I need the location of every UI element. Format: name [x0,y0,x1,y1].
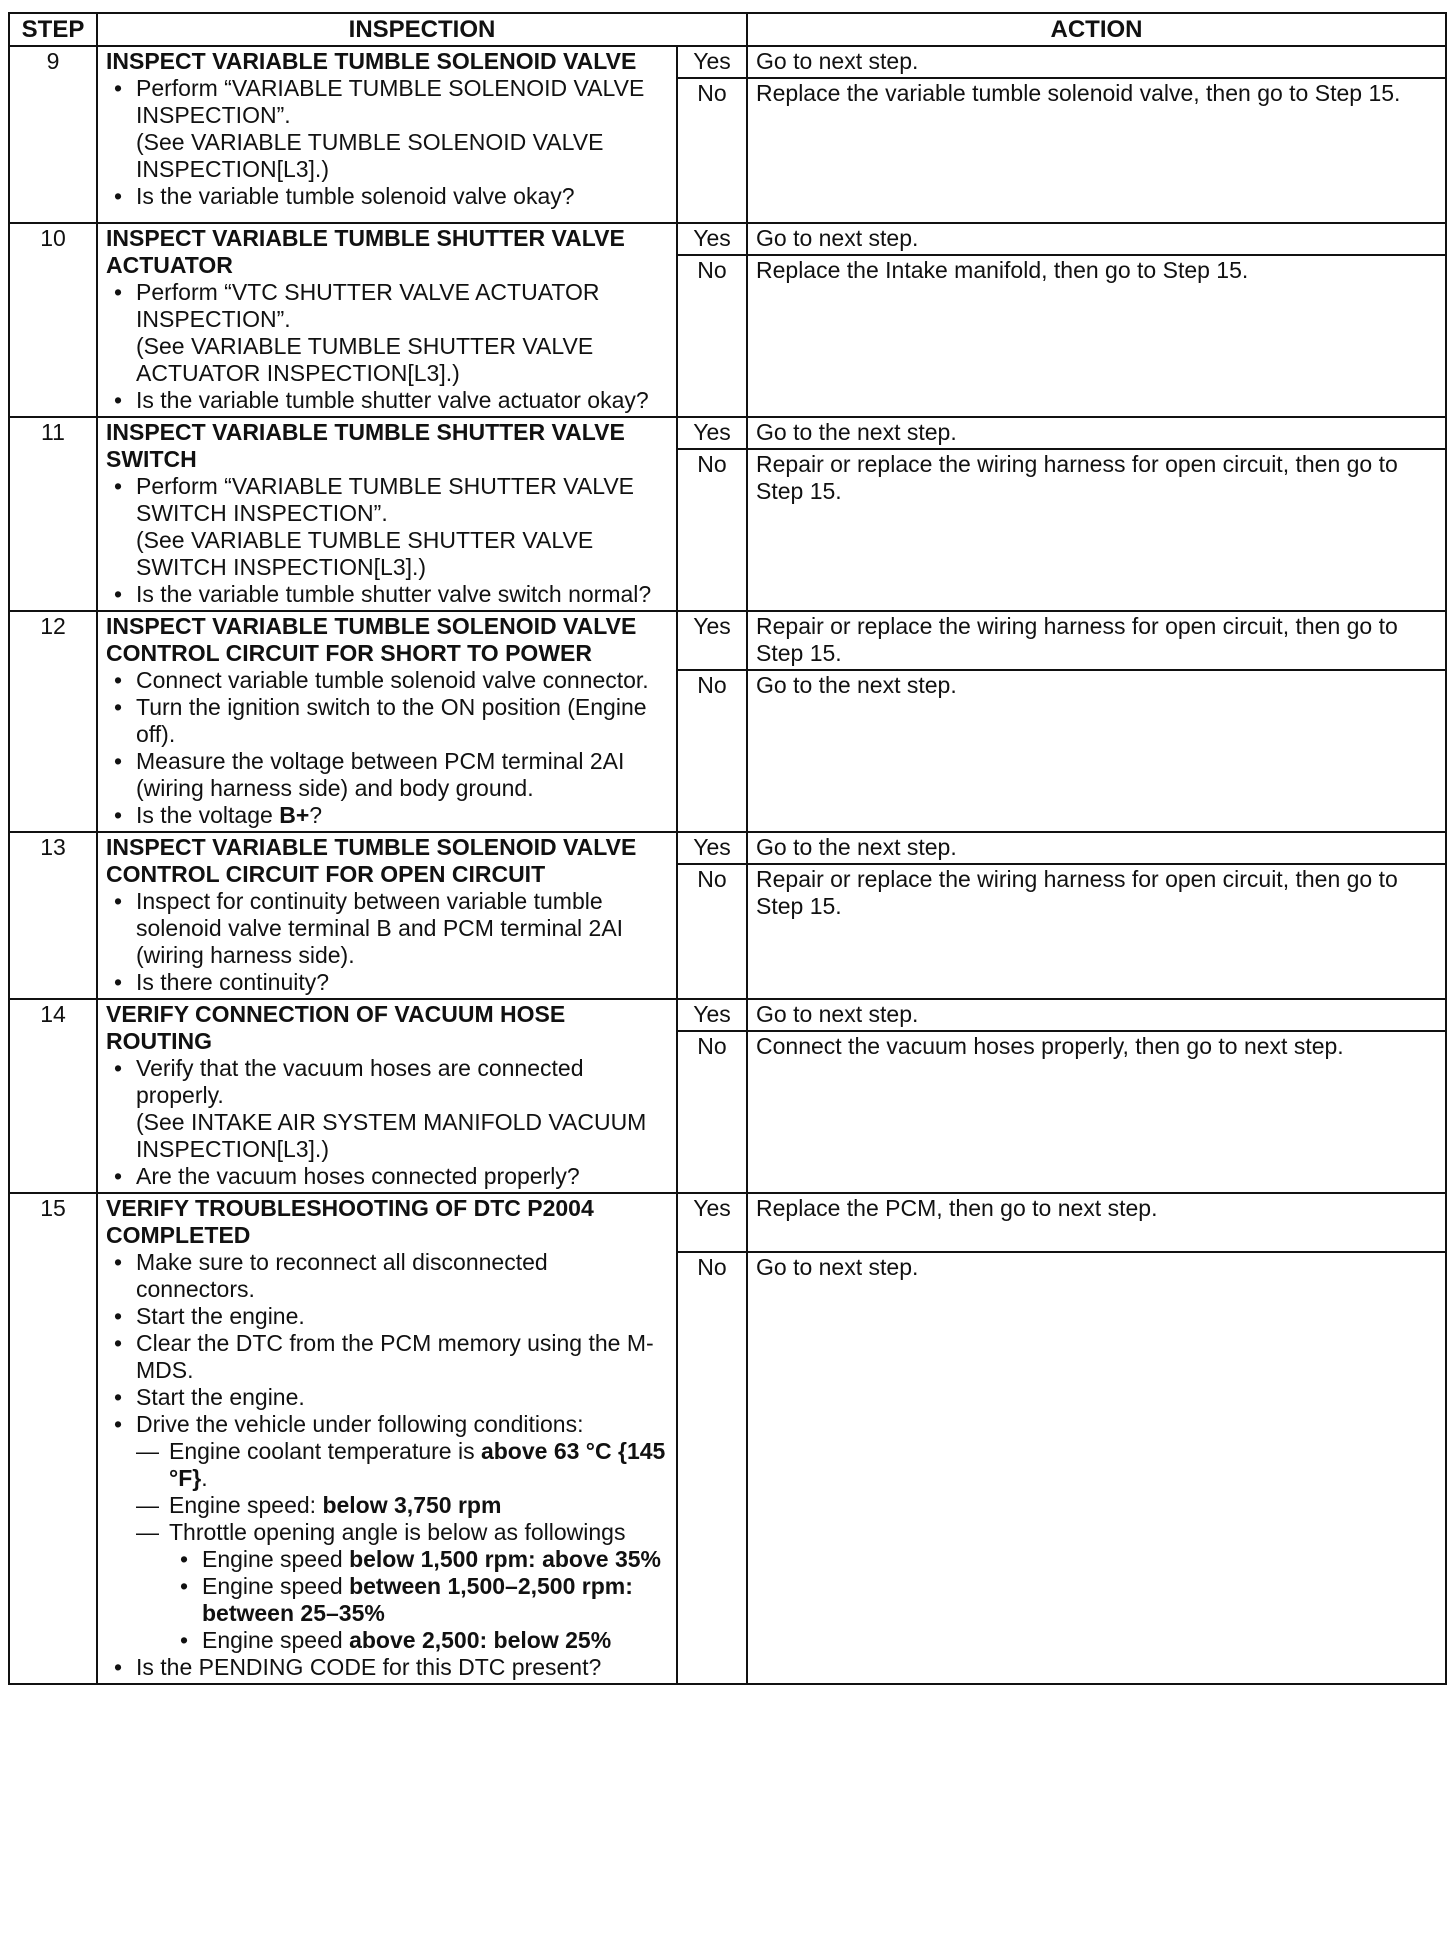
list-item: • Verify that the vacuum hoses are connected properly. (See INTAKE AIR SYSTEM MANIFOLD VACUUM INSPECTION[L3].) [136,1055,668,1163]
yes-action: Go to the next step. [747,832,1446,864]
header-step: STEP [9,13,97,46]
list-item: • Start the engine. [136,1303,668,1330]
no-action: Repair or replace the wiring harness for open circuit, then go to Step 15. [747,449,1446,611]
no-label: No [677,864,747,999]
no-label: No [677,255,747,417]
condition-list [136,1438,668,1654]
inspection-cell [97,611,677,832]
inspection-title: VERIFY CONNECTION OF VACUUM HOSE ROUTING [106,1001,566,1054]
troubleshooting-table [8,12,1447,1685]
no-action: Repair or replace the wiring harness for open circuit, then go to Step 15. [747,864,1446,999]
table-row [9,417,1446,449]
list-item: • Start the engine. [136,1384,668,1411]
inspection-list [106,1249,668,1681]
list-item: • Make sure to reconnect all disconnected connectors. [136,1249,668,1303]
inspection-list [106,888,668,996]
list-item: • Clear the DTC from the PCM memory using the M-MDS. [136,1330,668,1384]
inspection-cell [97,223,677,417]
list-item: • Inspect for continuity between variable tumble solenoid valve terminal B and PCM terminal 2AI (wiring harness side). [136,888,668,969]
condition-item: — Engine coolant temperature is above 63 °C {145 °F}. [169,1438,668,1492]
inspection-title: INSPECT VARIABLE TUMBLE SHUTTER VALVE SWITCH [106,419,625,472]
yes-action: Replace the PCM, then go to next step. [747,1193,1446,1252]
reference-note: (See VARIABLE TUMBLE SHUTTER VALVE ACTUATOR INSPECTION[L3].) [136,333,594,386]
header-action: ACTION [747,13,1446,46]
no-label: No [677,670,747,832]
inspection-list [106,75,668,210]
inspection-cell [97,417,677,611]
list-item: • Drive the vehicle under following conditions: — Engine coolant temperature is above 63 °C {145 °F}. — Engine speed: below 3,750 rpm — Throttle opening angle is below as followings • Engine speed below 1,500 rpm: above 35% • Engine speed between 1,500–2,500 rpm: between 25–35% • Engine speed above 2,500: below 25% [136,1411,668,1654]
step-number: 9 [9,46,97,223]
list-item: • Turn the ignition switch to the ON position (Engine off). [136,694,668,748]
step-number: 14 [9,999,97,1193]
throttle-condition-list [169,1546,668,1654]
table-row [9,46,1446,78]
list-item: • Is the variable tumble shutter valve switch normal? [136,581,668,608]
reference-note: (See INTAKE AIR SYSTEM MANIFOLD VACUUM INSPECTION[L3].) [136,1109,647,1162]
list-item: • Perform “VARIABLE TUMBLE SOLENOID VALVE INSPECTION”. (See VARIABLE TUMBLE SOLENOID VALVE INSPECTION[L3].) [136,75,668,183]
yes-label: Yes [677,611,747,670]
inspection-cell [97,999,677,1193]
yes-action: Repair or replace the wiring harness for open circuit, then go to Step 15. [747,611,1446,670]
table-row [9,1193,1446,1252]
throttle-condition-item: • Engine speed below 1,500 rpm: above 35% [202,1546,668,1573]
yes-action: Go to next step. [747,999,1446,1031]
throttle-condition-item: • Engine speed between 1,500–2,500 rpm: between 25–35% [202,1573,668,1627]
no-label: No [677,1031,747,1193]
step-number: 10 [9,223,97,417]
no-action: Go to the next step. [747,670,1446,832]
inspection-title: INSPECT VARIABLE TUMBLE SOLENOID VALVE CONTROL CIRCUIT FOR OPEN CIRCUIT [106,834,637,887]
yes-label: Yes [677,417,747,449]
table-row [9,611,1446,670]
inspection-cell [97,46,677,223]
yes-label: Yes [677,46,747,78]
list-item: • Perform “VARIABLE TUMBLE SHUTTER VALVE SWITCH INSPECTION”. (See VARIABLE TUMBLE SHUTTER VALVE SWITCH INSPECTION[L3].) [136,473,668,581]
no-label: No [677,78,747,223]
yes-label: Yes [677,999,747,1031]
step-number: 12 [9,611,97,832]
list-item: • Are the vacuum hoses connected properly? [136,1163,668,1190]
inspection-list [106,667,668,829]
condition-item: — Throttle opening angle is below as followings • Engine speed below 1,500 rpm: above 35% • Engine speed between 1,500–2,500 rpm: between 25–35% • Engine speed above 2,500: below 25% [169,1519,668,1654]
inspection-title: INSPECT VARIABLE TUMBLE SHUTTER VALVE ACTUATOR [106,225,625,278]
no-label: No [677,1252,747,1684]
no-action: Replace the Intake manifold, then go to Step 15. [747,255,1446,417]
list-item: • Perform “VTC SHUTTER VALVE ACTUATOR INSPECTION”. (See VARIABLE TUMBLE SHUTTER VALVE ACTUATOR INSPECTION[L3].) [136,279,668,387]
inspection-cell [97,1193,677,1684]
no-action: Replace the variable tumble solenoid valve, then go to Step 15. [747,78,1446,223]
header-row [9,13,1446,46]
yes-action: Go to next step. [747,223,1446,255]
table-row [9,832,1446,864]
yes-label: Yes [677,223,747,255]
inspection-list [106,473,668,608]
inspection-title: INSPECT VARIABLE TUMBLE SOLENOID VALVE [106,48,637,74]
table-row [9,223,1446,255]
throttle-condition-item: • Engine speed above 2,500: below 25% [202,1627,668,1654]
list-item: • Measure the voltage between PCM terminal 2AI (wiring harness side) and body ground. [136,748,668,802]
list-item: • Is the PENDING CODE for this DTC present? [136,1654,668,1681]
list-item: • Is the voltage B+? [136,802,668,829]
no-action: Go to next step. [747,1252,1446,1684]
inspection-list [106,279,668,414]
yes-label: Yes [677,832,747,864]
table-row [9,999,1446,1031]
inspection-title: VERIFY TROUBLESHOOTING OF DTC P2004 COMPLETED [106,1195,594,1248]
header-inspection: INSPECTION [97,13,747,46]
step-number: 11 [9,417,97,611]
list-item: • Is there continuity? [136,969,668,996]
no-label: No [677,449,747,611]
step-number: 15 [9,1193,97,1684]
step-number: 13 [9,832,97,999]
inspection-list [106,1055,668,1190]
list-item: • Is the variable tumble solenoid valve okay? [136,183,668,210]
list-item: • Connect variable tumble solenoid valve connector. [136,667,668,694]
condition-item: — Engine speed: below 3,750 rpm [169,1492,668,1519]
reference-note: (See VARIABLE TUMBLE SHUTTER VALVE SWITCH INSPECTION[L3].) [136,527,594,580]
reference-note: (See VARIABLE TUMBLE SOLENOID VALVE INSPECTION[L3].) [136,129,604,182]
no-action: Connect the vacuum hoses properly, then go to next step. [747,1031,1446,1193]
inspection-title: INSPECT VARIABLE TUMBLE SOLENOID VALVE CONTROL CIRCUIT FOR SHORT TO POWER [106,613,637,666]
yes-action: Go to the next step. [747,417,1446,449]
inspection-cell [97,832,677,999]
yes-action: Go to next step. [747,46,1446,78]
list-item: • Is the variable tumble shutter valve actuator okay? [136,387,668,414]
yes-label: Yes [677,1193,747,1252]
